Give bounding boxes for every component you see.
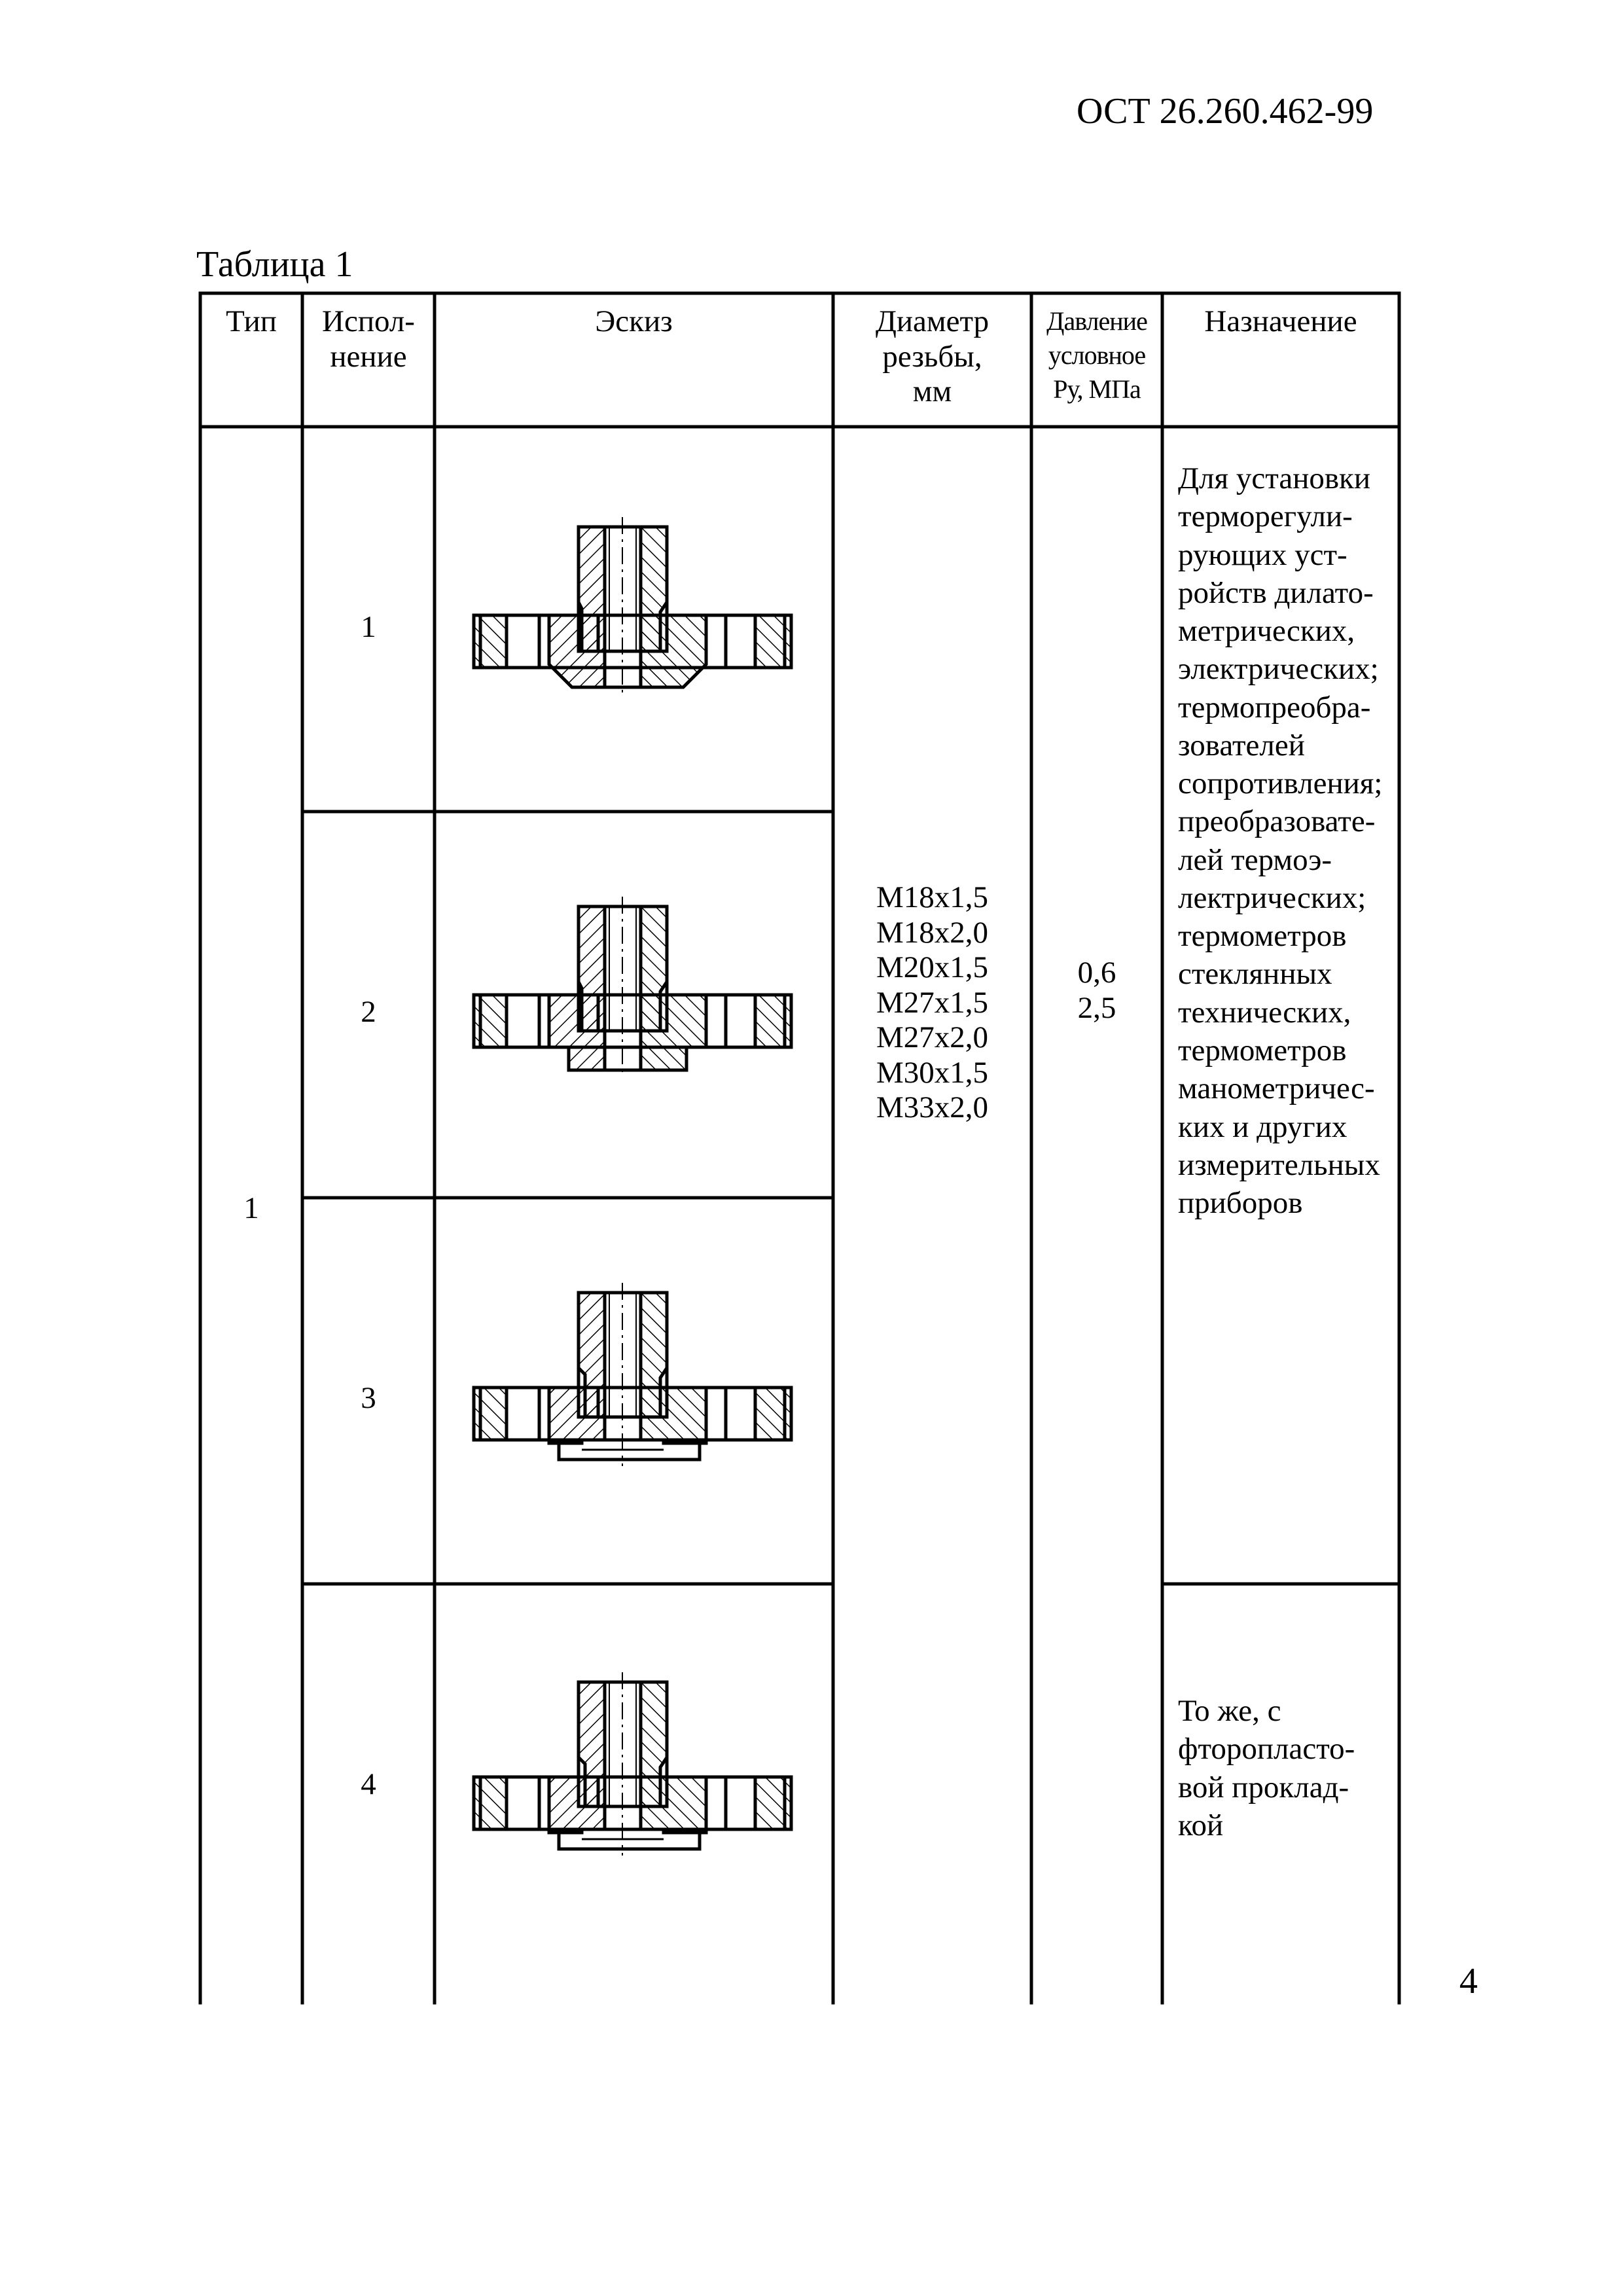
document-code: ОСТ 26.260.462-99 [1077, 91, 1374, 132]
pressure-list [1031, 956, 1162, 1026]
header-type: Тип [226, 304, 277, 338]
header-variant [302, 304, 435, 374]
fitting-section-type-3-icon [467, 1283, 801, 1479]
variant-2: 2 [361, 995, 376, 1029]
thread-diameter: М20х1,5 [876, 950, 989, 985]
thread-diameter: М30х1,5 [876, 1055, 989, 1090]
thread-diameter: М18х2,0 [876, 915, 989, 950]
header-thread-line-3: мм [912, 374, 952, 409]
thread-diameter: М27х1,5 [876, 985, 989, 1020]
variant-4: 4 [361, 1767, 376, 1801]
fitting-section-type-1-icon [467, 517, 801, 713]
table-caption: Таблица 1 [196, 244, 353, 285]
header-purpose: Назначение [1204, 304, 1357, 338]
header-variant-line-2: нение [330, 339, 407, 374]
header-thread-diameter [833, 304, 1031, 410]
header-pressure-line-1: Давление [1046, 306, 1147, 336]
thread-diameter: М27х2,0 [876, 1020, 989, 1055]
header-pressure-line-3: Ру, МПа [1053, 374, 1141, 404]
purpose-row-4: То же, с фторопласто- вой проклад- кой [1178, 1694, 1355, 1842]
header-thread-line-1: Диаметр [875, 304, 990, 338]
purpose-main: Для установки терморегули- рующих уст- ройств дилато- метрических, электрических; термопреобра- зователей сопротивления; преобразовате- лей термоэ- лектрических; термометров стеклянных технических, термометров манометричес- ких и других измерительных приборов [1178, 461, 1383, 1221]
thread-diameter: М33х2,0 [876, 1090, 989, 1125]
thread-diameter: М18х1,5 [876, 880, 989, 914]
type-value: 1 [243, 1191, 259, 1225]
header-thread-line-2: резьбы, [882, 339, 982, 374]
header-variant-line-1: Испол- [322, 304, 415, 338]
thread-diameter-list [833, 880, 1031, 1126]
variant-1: 1 [361, 610, 376, 644]
variant-3: 3 [361, 1381, 376, 1415]
pressure-value: 2,5 [1077, 990, 1116, 1025]
pressure-value: 0,6 [1077, 956, 1116, 990]
header-sketch: Эскиз [595, 304, 673, 338]
header-pressure [1033, 304, 1160, 406]
fitting-section-type-2-icon [467, 897, 801, 1093]
page-number: 4 [1459, 1961, 1478, 2001]
header-pressure-line-2: условное [1048, 340, 1146, 370]
fitting-section-type-4-icon [467, 1672, 801, 1869]
